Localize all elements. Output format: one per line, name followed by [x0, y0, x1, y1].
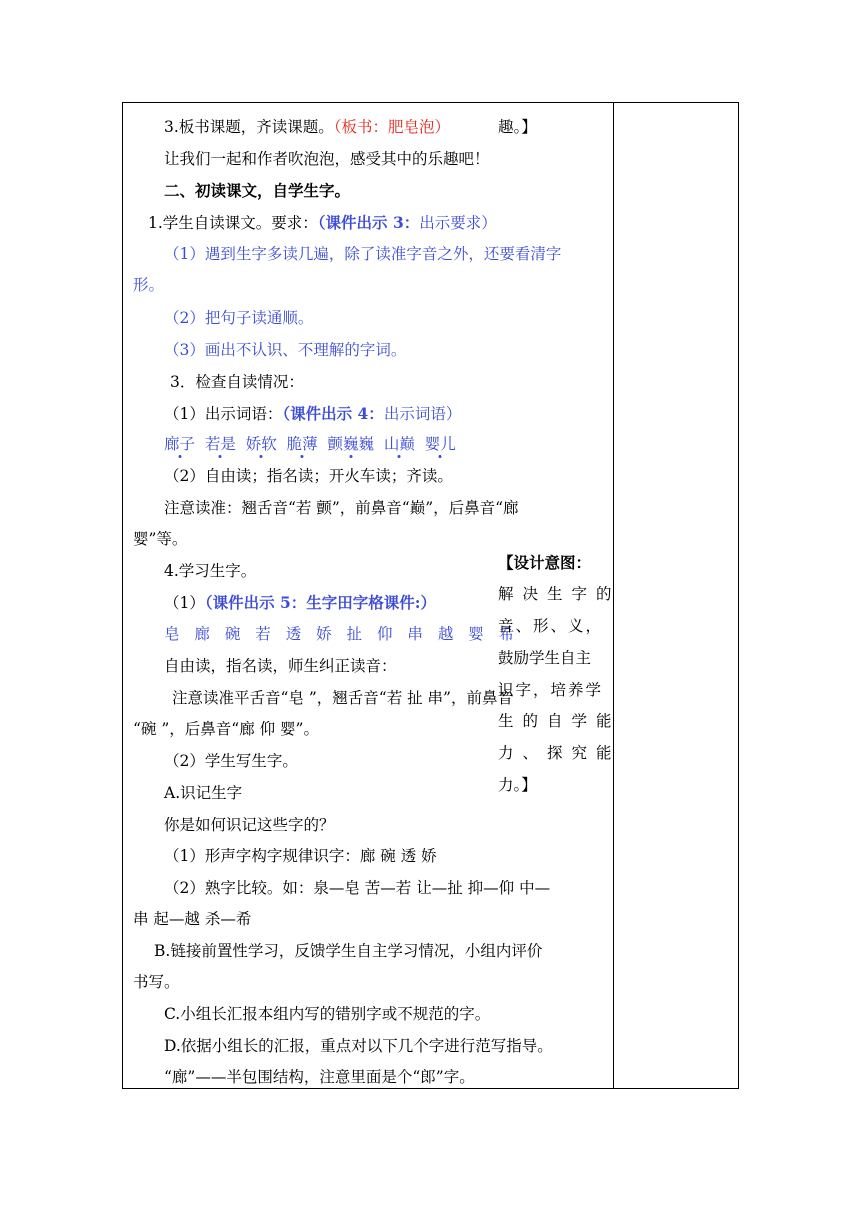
req-2: （2）把句子读通顺。 [164, 309, 314, 327]
line-board-title: 3.板书课题，齐读课题。（板书：肥皂泡） [164, 118, 451, 136]
question: 你是如何识记这些字的？ [164, 816, 335, 834]
pronunciation-note-cont: 婴”等。 [133, 530, 188, 548]
write-chars: （2）学生写生字。 [164, 752, 298, 770]
word-item: 颤巍巍 [327, 435, 375, 453]
method-2: （2）熟字比较。如：泉—皂 苦—若 让—扯 抑—仰 中— [164, 879, 551, 897]
design-intent-line: 生的自学能 [498, 712, 621, 730]
design-intent-line: 解决生字的 [498, 585, 621, 603]
word-item: 廊子 [164, 435, 196, 453]
learn-chars: 4.学习生字。 [164, 562, 257, 580]
step-b-cont: 书写。 [133, 973, 180, 991]
check-reading: 3．检查自读情况： [170, 373, 304, 391]
req-1: （1）遇到生字多读几遍，除了读准字音之外，还要看清字 [164, 245, 562, 263]
design-intent-line: 音、形、义， [498, 617, 604, 635]
design-intent-line: 鼓励学生自主 [498, 649, 592, 667]
line-intro: 让我们一起和作者吹泡泡，感受其中的乐趣吧！ [164, 150, 490, 168]
read-methods: （2）自由读；指名读；开火车读；齐读。 [164, 467, 453, 485]
step-b: B.链接前置性学习，反馈学生自主学习情况，小组内评价 [154, 942, 543, 960]
req-3: （3）画出不认识、不理解的字词。 [164, 341, 407, 359]
tone-note: 注意读准平舌音“皂 ”，翘舌音“若 扯 串”，前鼻音 [172, 689, 513, 707]
word-list [164, 434, 456, 454]
tone-note-cont: “碗 ”，后鼻音“廊 仰 婴”。 [133, 720, 319, 738]
section-heading: 二、初读课文，自学生字。 [164, 181, 351, 200]
design-intent-line: 力、探究能 [498, 744, 621, 762]
method-1: （1）形声字构字规律识字：廊 碗 透 娇 [164, 847, 437, 865]
step-d: D.依据小组长的汇报，重点对以下几个字进行范写指导。 [164, 1037, 553, 1055]
req-1-cont: 形。 [133, 276, 165, 294]
design-note-end: 趣。】 [498, 118, 537, 136]
char-list: 皂 廊 碗 若 透 娇 扯 仰 串 越 婴 希 [164, 625, 520, 643]
line-requirement: 1.学生自读课文。要求：（课件出示 3：出示要求） [148, 213, 497, 232]
design-intent-line: 力。】 [498, 776, 537, 794]
word-item: 婴儿 [424, 435, 456, 453]
word-item: 若是 [204, 435, 236, 453]
word-item: 脆薄 [286, 435, 318, 453]
show-words: （1）出示词语：（课件出示 4：出示词语） [164, 404, 462, 423]
word-item: 山巅 [383, 435, 415, 453]
read-correct: 自由读，指名读，师生纠正读音： [164, 657, 397, 675]
method-2-cont: 串 起—越 杀—希 [133, 910, 252, 928]
show-chars: （1）（课件出示 5：生字田字格课件:） [164, 593, 437, 612]
design-intent-line: 识字，培养学 [498, 681, 604, 699]
pronunciation-note: 注意读准：翘舌音“若 颤”，前鼻音“巅”，后鼻音“廊 [164, 499, 519, 517]
step-c: C.小组长汇报本组内写的错别字或不规范的字。 [164, 1005, 491, 1023]
design-intent-title: 【设计意图： [498, 553, 592, 572]
char-guide: “廊”——半包围结构，注意里面是个“郎”字。 [164, 1068, 475, 1086]
word-item: 娇软 [245, 435, 277, 453]
step-a: A.识记生字 [164, 784, 243, 802]
